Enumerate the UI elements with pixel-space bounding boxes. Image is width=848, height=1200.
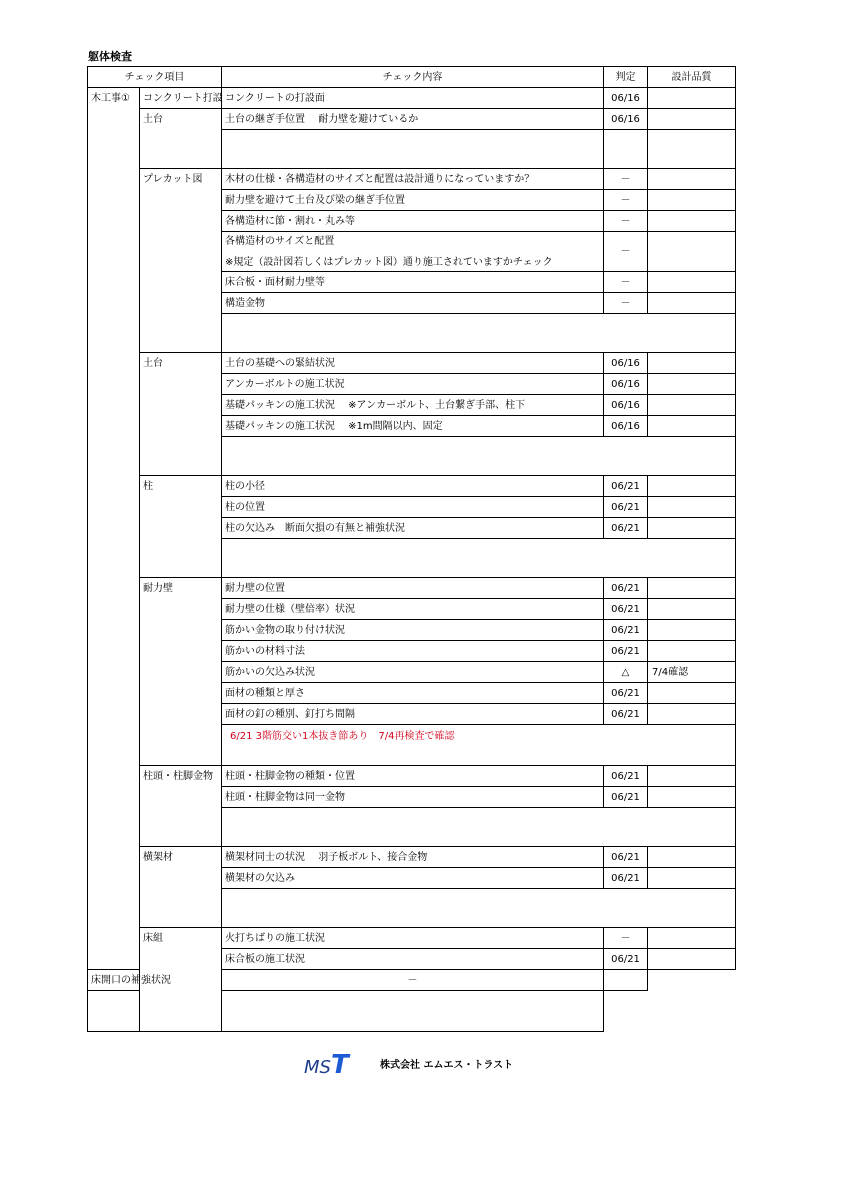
judge-cell: 06/16 bbox=[604, 395, 648, 416]
spacer-row bbox=[88, 991, 736, 1032]
blank-cell bbox=[222, 314, 736, 353]
judge-cell: － bbox=[604, 211, 648, 232]
judge-cell: 06/21 bbox=[604, 476, 648, 497]
check-content-line: 各構造材のサイズと配置 bbox=[225, 235, 335, 247]
check-content: 筋かいの材料寸法 bbox=[222, 641, 604, 662]
check-content: 柱頭・柱脚金物の種類・位置 bbox=[222, 766, 604, 787]
quality-cell bbox=[604, 970, 648, 991]
group-name: プレカット図 bbox=[140, 169, 222, 353]
quality-cell bbox=[648, 641, 736, 662]
quality-cell bbox=[648, 847, 736, 868]
quality-cell bbox=[648, 109, 736, 130]
check-content: 土台の継ぎ手位置 耐力壁を避けているか bbox=[222, 109, 604, 130]
company-logo bbox=[304, 1050, 349, 1080]
judge-cell: 06/21 bbox=[604, 683, 648, 704]
group-name: 横架材 bbox=[140, 847, 222, 928]
check-content: 横架材の欠込み bbox=[222, 868, 604, 889]
quality-cell bbox=[648, 620, 736, 641]
check-content: コンクリートの打設面 bbox=[222, 88, 604, 109]
check-content: 柱頭・柱脚金物は同一金物 bbox=[222, 787, 604, 808]
check-content: 構造金物 bbox=[222, 293, 604, 314]
judge-cell: 06/16 bbox=[604, 353, 648, 374]
check-content: 耐力壁の位置 bbox=[222, 578, 604, 599]
judge-cell: － bbox=[604, 169, 648, 190]
group-name: 土台 bbox=[140, 109, 222, 169]
table-row bbox=[88, 353, 736, 374]
quality-cell bbox=[648, 211, 736, 232]
table-row bbox=[88, 766, 736, 787]
header-judge: 判定 bbox=[604, 67, 648, 88]
table-row bbox=[88, 169, 736, 190]
blank-cell bbox=[222, 747, 736, 766]
judge-cell: 06/21 bbox=[604, 620, 648, 641]
check-content: 耐力壁の仕様（壁倍率）状況 bbox=[222, 599, 604, 620]
table-row bbox=[88, 109, 736, 130]
table-row bbox=[88, 578, 736, 599]
group-name: 土台 bbox=[140, 353, 222, 476]
check-content: 床合板・面材耐力壁等 bbox=[222, 272, 604, 293]
quality-cell: 7/4確認 bbox=[648, 662, 736, 683]
check-content: 柱の位置 bbox=[222, 497, 604, 518]
check-content: 面材の種類と厚さ bbox=[222, 683, 604, 704]
check-content: 筋かいの欠込み状況 bbox=[222, 662, 604, 683]
judge-cell: 06/21 bbox=[604, 599, 648, 620]
blank-cell bbox=[222, 539, 736, 578]
table-row bbox=[88, 88, 736, 109]
table-row bbox=[88, 476, 736, 497]
quality-cell bbox=[648, 928, 736, 949]
quality-cell bbox=[648, 88, 736, 109]
judge-cell: 06/21 bbox=[604, 868, 648, 889]
check-content: 土台の基礎への緊結状況 bbox=[222, 353, 604, 374]
quality-cell bbox=[648, 578, 736, 599]
judge-cell: － bbox=[604, 928, 648, 949]
inspection-note: 6/21 3階筋交い1本抜き節あり 7/4再検査で確認 bbox=[222, 725, 736, 748]
logo-suffix: T bbox=[330, 1050, 349, 1080]
blank-cell bbox=[648, 130, 736, 169]
judge-cell: 06/16 bbox=[604, 109, 648, 130]
check-content: 面材の釘の種別、釘打ち間隔 bbox=[222, 704, 604, 725]
judge-cell: 06/21 bbox=[604, 766, 648, 787]
check-content: 柱の小径 bbox=[222, 476, 604, 497]
judge-cell: 06/16 bbox=[604, 88, 648, 109]
blank-cell bbox=[222, 889, 736, 928]
judge-cell: 06/21 bbox=[604, 949, 648, 970]
judge-cell: 06/21 bbox=[604, 641, 648, 662]
blank-cell bbox=[88, 991, 604, 1032]
quality-cell bbox=[648, 518, 736, 539]
judge-cell: 06/21 bbox=[604, 704, 648, 725]
check-content: 柱の欠込み 断面欠損の有無と補強状況 bbox=[222, 518, 604, 539]
check-content: 床開口の補強状況 bbox=[88, 970, 140, 991]
group-name: 柱 bbox=[140, 476, 222, 578]
header-row bbox=[88, 67, 736, 88]
judge-cell: － bbox=[604, 293, 648, 314]
blank-cell bbox=[222, 808, 736, 847]
check-content: 耐力壁を避けて土台及び梁の継ぎ手位置 bbox=[222, 190, 604, 211]
check-content: 火打ちばりの施工状況 bbox=[222, 928, 604, 949]
judge-cell: 06/21 bbox=[604, 518, 648, 539]
judge-cell: － bbox=[222, 970, 604, 991]
blank-cell bbox=[222, 130, 604, 169]
group-name: コンクリート打設 bbox=[140, 88, 222, 109]
quality-cell bbox=[648, 272, 736, 293]
judge-cell: － bbox=[604, 232, 648, 272]
group-name: 柱頭・柱脚金物 bbox=[140, 766, 222, 847]
quality-cell bbox=[648, 293, 736, 314]
quality-cell bbox=[648, 787, 736, 808]
quality-cell bbox=[648, 766, 736, 787]
company-name: 株式会社 エムエス・トラスト bbox=[380, 1060, 514, 1071]
judge-cell: 06/16 bbox=[604, 374, 648, 395]
quality-cell bbox=[648, 599, 736, 620]
category-cell: 木工事① bbox=[88, 88, 140, 970]
inspection-table bbox=[87, 66, 736, 1032]
quality-cell bbox=[648, 868, 736, 889]
group-name: 耐力壁 bbox=[140, 578, 222, 766]
judge-cell: － bbox=[604, 272, 648, 293]
quality-cell bbox=[648, 232, 736, 272]
blank-cell bbox=[222, 437, 736, 476]
quality-cell bbox=[648, 949, 736, 970]
quality-cell bbox=[648, 476, 736, 497]
quality-cell bbox=[648, 169, 736, 190]
quality-cell bbox=[648, 374, 736, 395]
judge-cell: 06/21 bbox=[604, 578, 648, 599]
quality-cell bbox=[648, 683, 736, 704]
judge-cell: 06/21 bbox=[604, 787, 648, 808]
logo-prefix: MS bbox=[304, 1057, 331, 1078]
check-content-line: ※規定（設計図若しくはプレカット図）通り施工されていますかチェック bbox=[225, 256, 553, 268]
judge-cell: 06/21 bbox=[604, 847, 648, 868]
check-content: 基礎パッキンの施工状況 ※1m間隔以内、固定 bbox=[222, 416, 604, 437]
group-name: 床組 bbox=[140, 928, 222, 1032]
header-quality: 設計品質 bbox=[648, 67, 736, 88]
quality-cell bbox=[648, 416, 736, 437]
header-item: チェック項目 bbox=[88, 67, 222, 88]
check-content: 横架材同士の状況 羽子板ボルト、接合金物 bbox=[222, 847, 604, 868]
judge-cell: 06/16 bbox=[604, 416, 648, 437]
page-title: 躯体検査 bbox=[88, 50, 132, 63]
check-content: 木材の仕様・各構造材のサイズと配置は設計通りになっていますか？ bbox=[222, 169, 604, 190]
quality-cell bbox=[648, 497, 736, 518]
quality-cell bbox=[648, 704, 736, 725]
quality-cell bbox=[648, 190, 736, 211]
table-row bbox=[88, 847, 736, 868]
check-content: 基礎パッキンの施工状況 ※アンカーボルト、土台繋ぎ手部、柱下 bbox=[222, 395, 604, 416]
check-content: 床合板の施工状況 bbox=[222, 949, 604, 970]
header-content: チェック内容 bbox=[222, 67, 604, 88]
judge-cell: 06/21 bbox=[604, 497, 648, 518]
table-row bbox=[88, 928, 736, 949]
quality-cell bbox=[648, 395, 736, 416]
quality-cell bbox=[648, 353, 736, 374]
blank-cell bbox=[604, 130, 648, 169]
check-content bbox=[222, 232, 604, 272]
check-content: アンカーボルトの施工状況 bbox=[222, 374, 604, 395]
check-content: 各構造材に節・割れ・丸み等 bbox=[222, 211, 604, 232]
judge-cell: － bbox=[604, 190, 648, 211]
page-footer bbox=[0, 1048, 848, 1078]
judge-cell: △ bbox=[604, 662, 648, 683]
check-content: 筋かい金物の取り付け状況 bbox=[222, 620, 604, 641]
